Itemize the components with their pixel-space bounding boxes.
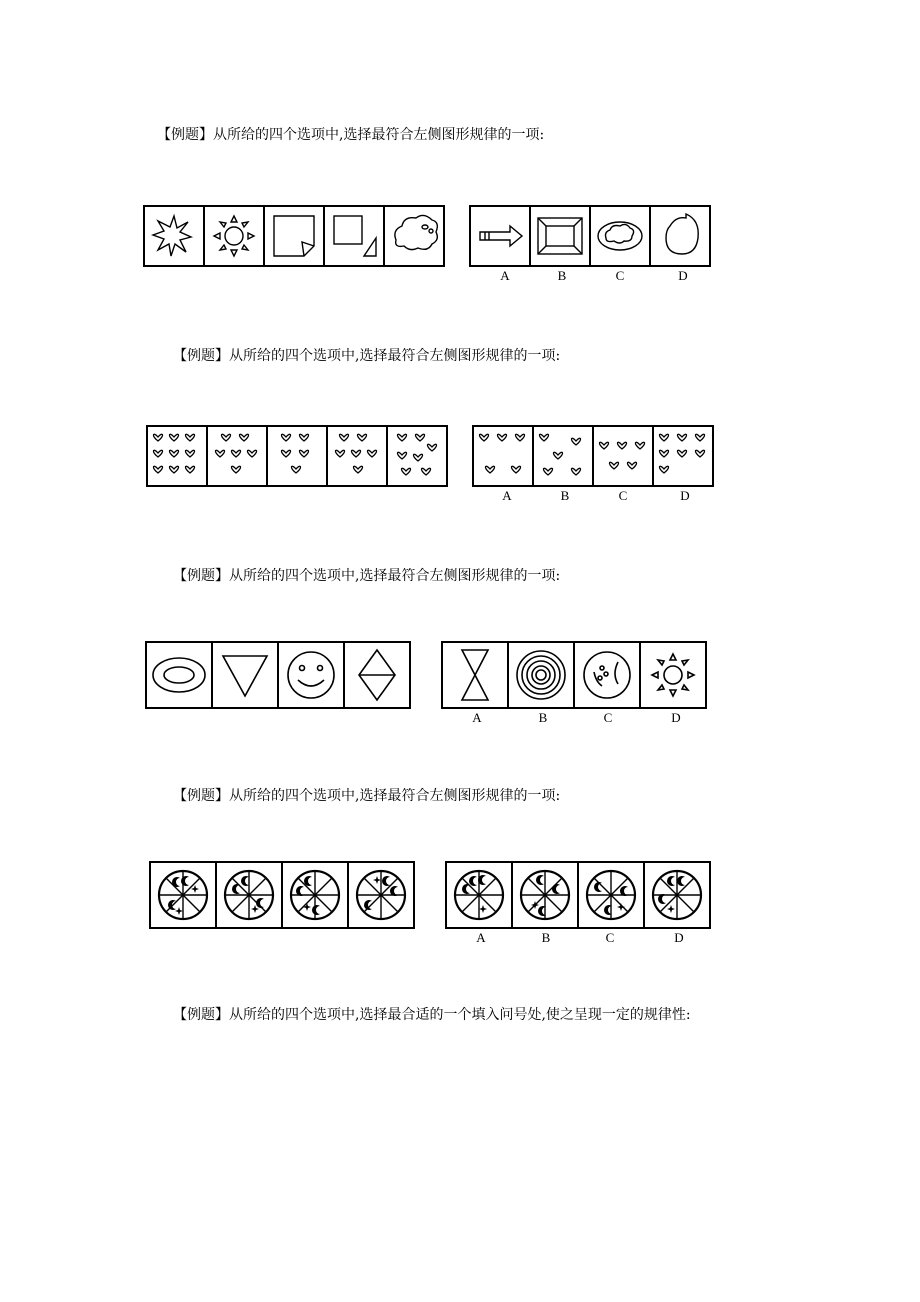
question-4-figure: [140, 856, 730, 951]
q1-cloud-icon: [395, 215, 437, 249]
q3-label-b: B: [538, 710, 548, 725]
q1-sun-icon: [214, 216, 254, 256]
q2-label-b: B: [560, 488, 570, 503]
q1-label-b: B: [557, 268, 567, 283]
q3-label-d: D: [671, 710, 681, 725]
q1-folded-paper-icon: [274, 216, 314, 256]
question-1-figure: [140, 200, 730, 290]
q2-label-c: C: [618, 488, 628, 503]
q1-option-a-arrow-icon: [480, 226, 522, 246]
q3-option-c-circle-marks-icon: [584, 652, 630, 698]
q3-option-a-hourglass-icon: [462, 650, 488, 700]
q1-label-d: D: [678, 268, 688, 283]
q1-option-c-oval-cloud-icon: [598, 222, 642, 250]
q3-label-a: A: [472, 710, 482, 725]
q1-label-c: C: [615, 268, 625, 283]
q1-star-icon: [153, 216, 191, 256]
q3-label-c: C: [603, 710, 613, 725]
q4-label-d: D: [674, 930, 684, 945]
q3-diamond-icon: [359, 650, 395, 700]
q3-smiley-icon: [288, 652, 334, 698]
q3-option-d-sun-icon: [652, 654, 694, 696]
q3-down-triangle-icon: [223, 656, 267, 696]
question-2-figure: [140, 420, 730, 510]
question-2-prompt: 【例题】从所给的四个选项中,选择最符合左侧图形规律的一项:: [173, 348, 561, 364]
q4-label-c: C: [605, 930, 615, 945]
question-4-prompt: 【例题】从所给的四个选项中,选择最符合左侧图形规律的一项:: [173, 788, 561, 804]
q1-option-b-frame-icon: [538, 218, 582, 254]
question-5-prompt: 【例题】从所给的四个选项中,选择最合适的一个填入问号处,使之呈现一定的规律性:: [173, 1007, 691, 1023]
q2-label-a: A: [502, 488, 512, 503]
q1-label-a: A: [500, 268, 510, 283]
q1-option-d-blob-icon: [666, 214, 698, 254]
q3-option-b-concentric-icon: [517, 651, 565, 699]
q1-square-triangle-icon: [334, 216, 376, 256]
q4-label-a: A: [476, 930, 486, 945]
question-1-prompt: 【例题】从所给的四个选项中,选择最符合左侧图形规律的一项:: [157, 127, 545, 143]
q2-label-d: D: [680, 488, 690, 503]
question-3-prompt: 【例题】从所给的四个选项中,选择最符合左侧图形规律的一项:: [173, 568, 561, 584]
q2-heart-icons: [153, 434, 704, 475]
question-3-figure: [140, 636, 730, 731]
q4-wheel-icons: [159, 871, 701, 919]
q3-double-ellipse-icon: [153, 658, 205, 692]
q4-label-b: B: [541, 930, 551, 945]
